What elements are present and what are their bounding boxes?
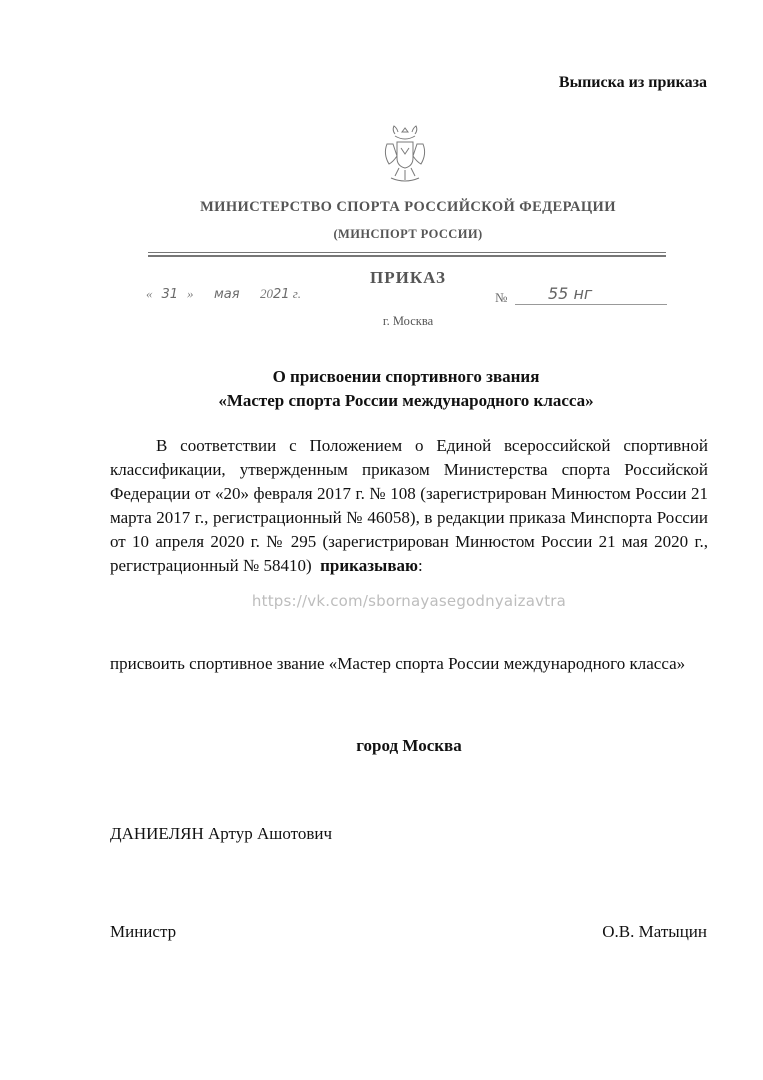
order-number-underline <box>515 304 667 305</box>
date-year-prefix: 20 <box>260 286 273 301</box>
date-year-label: г. <box>292 286 301 301</box>
date-open-quote: « <box>146 286 153 301</box>
order-subject <box>104 365 708 413</box>
order-preamble <box>110 434 708 578</box>
ministry-short-name: (МИНСПОРТ РОССИИ) <box>333 227 483 241</box>
order-date <box>146 286 301 302</box>
order-word: приказываю <box>320 556 418 575</box>
date-month: мая <box>213 287 240 302</box>
assignment-text: присвоить спортивное звание «Мастер спорта России международного класса» <box>110 654 686 673</box>
subject-line-2: «Мастер спорта России международного класса» <box>218 391 594 410</box>
awardee-name: ДАНИЕЛЯН Артур Ашотович <box>110 824 333 843</box>
date-close-quote: » <box>187 286 194 301</box>
date-day: 31 <box>161 287 179 302</box>
preamble-text: В соответствии с Положением о Единой всероссийской спортивной классификации, утвержденным приказом Министерства спорта Российской Федерации от «20» февраля 2017 г. № 108 (зарегистрирован Минюстом России 21 марта 2017 г., регистрационный № 46058), в редакции приказа Минспорта России от 10 апреля 2020 г. № 295 (зарегистрирован Минюстом России 21 мая 2020 г., регистрационный № 58410) <box>110 436 708 575</box>
russian-coat-of-arms-icon <box>381 124 429 186</box>
date-year-suffix: 21 <box>273 287 290 302</box>
signer-name: О.В. Матыцин <box>602 922 707 941</box>
city-heading: город Москва <box>356 736 462 755</box>
watermark-url: https://vk.com/sbornayasegodnyaizavtra <box>251 592 567 610</box>
order-number: 55 нг <box>548 284 593 303</box>
document-extract-label: Выписка из приказа <box>558 74 707 91</box>
order-number-label: № <box>495 290 508 305</box>
letterhead-divider <box>148 252 666 253</box>
document-type-title: ПРИКАЗ <box>370 268 446 287</box>
subject-line-1: О присвоении спортивного звания <box>272 367 540 386</box>
letterhead-divider-thick <box>148 255 666 257</box>
signer-title: Министр <box>110 922 177 941</box>
ministry-name: МИНИСТЕРСТВО СПОРТА РОССИЙСКОЙ ФЕДЕРАЦИИ <box>200 199 616 215</box>
letterhead-city: г. Москва <box>382 314 434 328</box>
order-colon: : <box>418 556 423 575</box>
